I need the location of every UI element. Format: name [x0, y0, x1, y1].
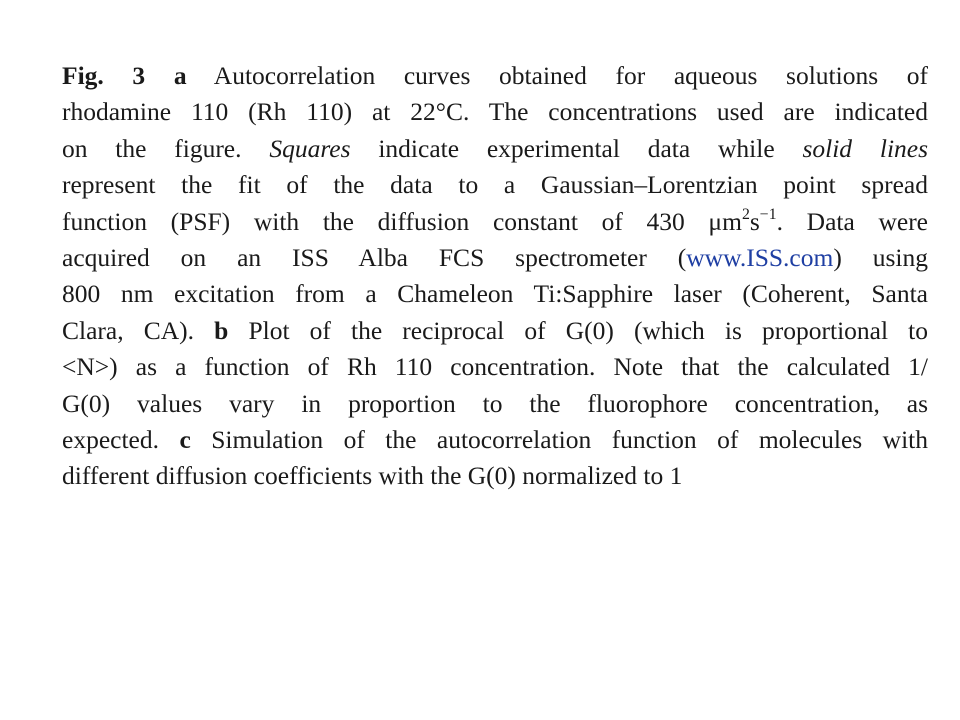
- caption-line-6: [62, 240, 928, 276]
- caption-line-7: 800 nm excitation from a Chameleon Ti:Sapphire laser (Coherent, Santa: [62, 279, 928, 309]
- panel-c-label: c: [179, 425, 191, 455]
- caption-text: Plot of the reciprocal of G(0) (which is proportional to: [248, 315, 929, 345]
- caption-line-8: [62, 313, 928, 349]
- caption-line-10: G(0) values vary in proportion to the fluorophore concentration, as: [62, 388, 928, 418]
- caption-text: . Data were: [776, 206, 929, 236]
- caption-text: Simulation of the autocorrelation function of molecules with: [211, 425, 928, 455]
- caption-text: indicate experimental data while: [378, 133, 775, 163]
- panel-b-label: b: [214, 315, 229, 345]
- emphasis-squares: Squares: [269, 133, 351, 163]
- caption-line-2: rhodamine 110 (Rh 110) at 22°C. The concentrations used are indicated: [62, 97, 928, 127]
- caption-line-11: [62, 422, 928, 458]
- superscript: −1: [759, 205, 777, 223]
- iss-website-link[interactable]: www.ISS.com: [686, 243, 834, 273]
- caption-line-1: [62, 58, 928, 94]
- figure-label: Fig. 3: [62, 61, 146, 90]
- caption-line-9: <N>) as a function of Rh 110 concentration. Note that the calculated 1/: [62, 352, 928, 382]
- caption-text: on the figure.: [62, 133, 242, 163]
- caption-text: Clara, CA).: [62, 315, 195, 345]
- caption-line-4: represent the fit of the data to a Gaussian–Lorentzian point spread: [62, 170, 928, 200]
- caption-text: acquired on an ISS Alba FCS spectrometer (: [62, 243, 687, 273]
- caption-text: function (PSF) with the diffusion constant of 430 μm: [62, 206, 742, 236]
- caption-text: expected.: [62, 425, 159, 455]
- superscript: 2: [741, 205, 750, 223]
- emphasis-solid-lines: solid lines: [802, 133, 929, 163]
- caption-text: Autocorrelation curves obtained for aqueous solutions of: [213, 61, 929, 90]
- caption-line-3: [62, 131, 928, 167]
- caption-text: ) using: [833, 243, 928, 273]
- caption-text: s: [749, 206, 760, 236]
- panel-a-label: a: [173, 61, 187, 90]
- caption-line-12: different diffusion coefficients with the G(0) normalized to 1: [62, 461, 683, 491]
- figure-caption: [62, 58, 928, 495]
- caption-line-5: [62, 204, 928, 240]
